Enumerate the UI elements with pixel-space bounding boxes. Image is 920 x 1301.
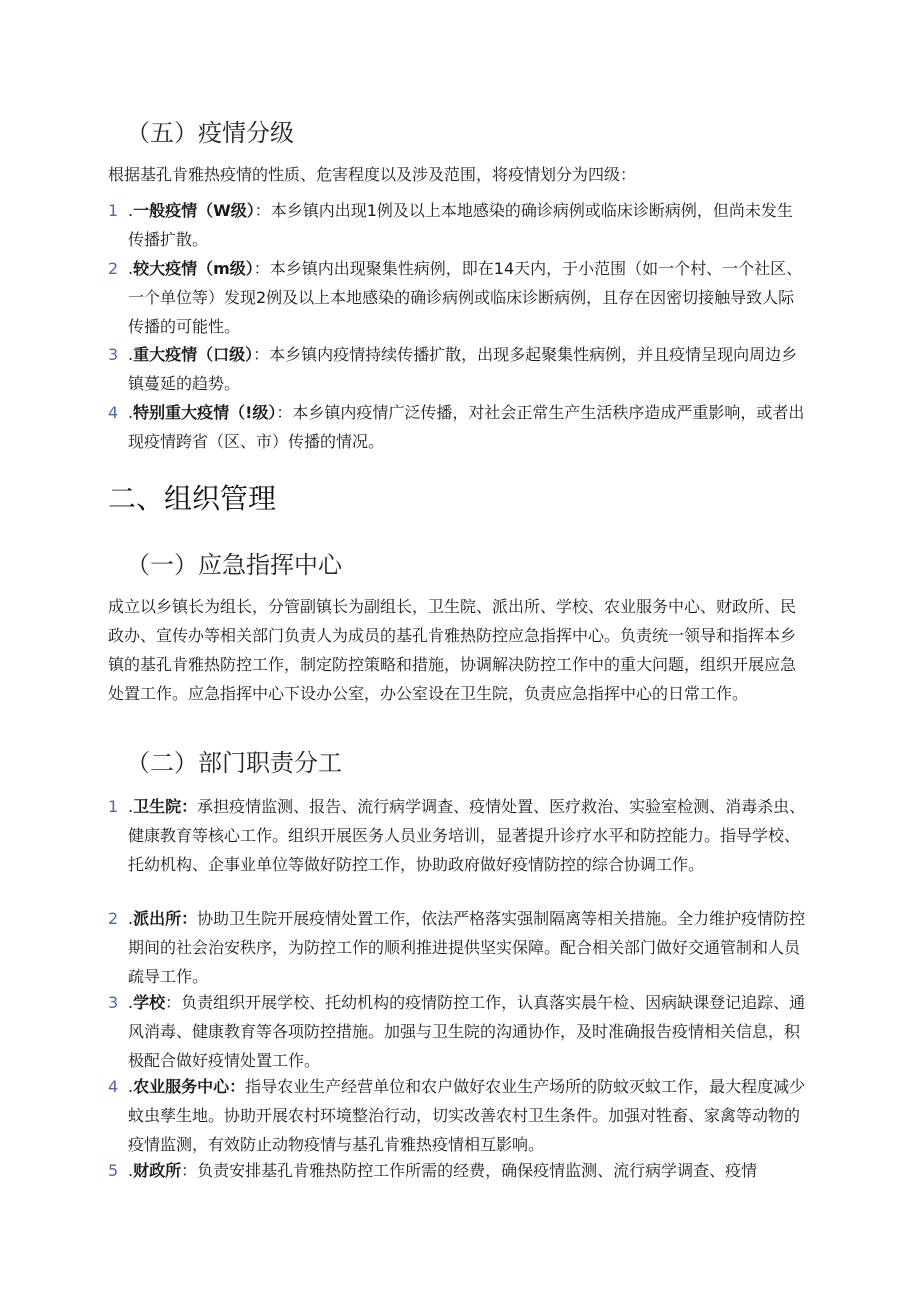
list-number: 2 bbox=[108, 909, 119, 928]
list-number: 3 bbox=[108, 345, 119, 364]
list-item: 5 .财政所：负责安排基孔肯雅热防控工作所需的经费，确保疫情监测、流行病学调查、疫情 bbox=[108, 1156, 808, 1185]
list-term: 较大疫情（m级） bbox=[133, 259, 254, 278]
list-item: 2 .较大疫情（m级）：本乡镇内出现聚集性病例，即在14天内，于小范围（如一个村、一个社区、一个单位等）发现2例及以上本地感染的确诊病例或临床诊断病例，且存在因密切接触导致人际传播的可能性。 bbox=[108, 254, 808, 341]
list-text: 指导农业生产经营单位和农户做好农业生产场所的防蚊灭蚊工作，最大程度减少蚊虫孳生地。协助开展农村环境整治行动，切实改善农村卫生条件。加强对牲畜、家禽等动物的疫情监测，有效防止动物疫情与基孔肯雅热疫情相互影响。 bbox=[128, 1077, 806, 1154]
list-text: ：本乡镇内出现1例及以上本地感染的确诊病例或临床诊断病例，但尚未发生传播扩散。 bbox=[128, 201, 793, 249]
list-term: 一般疫情（W级） bbox=[133, 201, 255, 220]
list-number: 2 bbox=[108, 259, 119, 278]
list-term: 特别重大疫情（!级） bbox=[133, 403, 277, 422]
list-item: 3 .重大疫情（口级）：本乡镇内疫情持续传播扩散，出现多起聚集性病例，并且疫情呈现向周边乡镇蔓延的趋势。 bbox=[108, 340, 808, 398]
section-five-intro: 根据基孔肯雅热疫情的性质、危害程度以及涉及范围，将疫情划分为四级： bbox=[108, 165, 637, 184]
list-text: 协助卫生院开展疫情处置工作，依法严格落实强制隔离等相关措施。全力维护疫情防控期间的社会治安秩序，为防控工作的顺利推进提供坚实保障。配合相关部门做好交通管制和人员疏导工作。 bbox=[128, 909, 806, 986]
list-term: 重大疫情（口级） bbox=[133, 345, 254, 364]
list-item: 1 .一般疫情（W级）：本乡镇内出现1例及以上本地感染的确诊病例或临床诊断病例，但尚未发生传播扩散。 bbox=[108, 196, 808, 254]
list-item: 1 .卫生院：承担疫情监测、报告、流行病学调查、疫情处置、医疗救治、实验室检测、消毒杀虫、健康教育等核心工作。组织开展医务人员业务培训，显著提升诊疗水平和防控能力。指导学校、托幼机构、企事业单位等做好防控工作，协助政府做好疫情防控的综合协调工作。 bbox=[108, 792, 808, 879]
list-item: 2 .派出所：协助卫生院开展疫情处置工作，依法严格落实强制隔离等相关措施。全力维护疫情防控期间的社会治安秩序，为防控工作的顺利推进提供坚实保障。配合相关部门做好交通管制和人员疏导工作。 bbox=[108, 904, 808, 991]
list-text: ：负责组织开展学校、托幼机构的疫情防控工作，认真落实晨午检、因病缺课登记追踪、通风消毒、健康教育等各项防控措施。加强与卫生院的沟通协作，及时准确报告疫情相关信息，积极配合做好疫情处置工作。 bbox=[128, 993, 806, 1070]
section-one-body: 成立以乡镇长为组长，分管副镇长为副组长，卫生院、派出所、学校、农业服务中心、财政所、民政办、宣传办等相关部门负责人为成员的基孔肯雅热防控应急指挥中心。负责统一领导和指挥本乡镇的基孔肯雅热防控工作，制定防控策略和措施，协调解决防控工作中的重大问题，组织开展应急处置工作。应急指挥中心下设办公室，办公室设在卫生院，负责应急指挥中心的日常工作。 bbox=[108, 597, 797, 703]
list-number: 4 bbox=[108, 1077, 119, 1096]
list-text: ：本乡镇内疫情持续传播扩散，出现多起聚集性病例，并且疫情呈现向周边乡镇蔓延的趋势。 bbox=[128, 345, 798, 393]
list-item: 4 .农业服务中心：指导农业生产经营单位和农户做好农业生产场所的防蚊灭蚊工作，最大程度减少蚊虫孳生地。协助开展农村环境整治行动，切实改善农村卫生条件。加强对牲畜、家禽等动物的疫情监测，有效防止动物疫情与基孔肯雅热疫情相互影响。 bbox=[108, 1072, 808, 1159]
list-item: 4 .特别重大疫情（!级）：本乡镇内疫情广泛传播，对社会正常生产生活秩序造成严重影响，或者出现疫情跨省（区、市）传播的情况。 bbox=[108, 398, 808, 456]
section-heading-two: （二）部门职责分工 bbox=[126, 749, 342, 777]
list-text: ：本乡镇内出现聚集性病例，即在14天内，于小范围（如一个村、一个社区、一个单位等）发现2例及以上本地感染的确诊病例或临床诊断病例，且存在因密切接触导致人际传播的可能性。 bbox=[128, 259, 803, 336]
list-term: 卫生院： bbox=[133, 797, 198, 816]
section-heading-one: （一）应急指挥中心 bbox=[126, 551, 342, 579]
list-term: 财政所 bbox=[133, 1161, 182, 1180]
list-text: ：本乡镇内疫情广泛传播，对社会正常生产生活秩序造成严重影响，或者出现疫情跨省（区、市）传播的情况。 bbox=[128, 403, 805, 451]
list-item: 3 .学校：负责组织开展学校、托幼机构的疫情防控工作，认真落实晨午检、因病缺课登记追踪、通风消毒、健康教育等各项防控措施。加强与卫生院的沟通协作，及时准确报告疫情相关信息，积极配合做好疫情处置工作。 bbox=[108, 988, 808, 1075]
section-heading-five: （五）疫情分级 bbox=[126, 119, 294, 147]
list-number: 1 bbox=[108, 201, 119, 220]
list-term: 学校 bbox=[133, 993, 166, 1012]
list-number: 4 bbox=[108, 403, 119, 422]
list-term: 派出所： bbox=[133, 909, 198, 928]
list-text: 承担疫情监测、报告、流行病学调查、疫情处置、医疗救治、实验室检测、消毒杀虫、健康教育等核心工作。组织开展医务人员业务培训，显著提升诊疗水平和防控能力。指导学校、托幼机构、企事业单位等做好防控工作，协助政府做好疫情防控的综合协调工作。 bbox=[128, 797, 806, 874]
list-number: 3 bbox=[108, 993, 119, 1012]
chapter-heading-two: 二、组织管理 bbox=[108, 482, 277, 515]
list-term: 农业服务中心： bbox=[133, 1077, 246, 1096]
list-number: 1 bbox=[108, 797, 119, 816]
list-text: ：负责安排基孔肯雅热防控工作所需的经费，确保疫情监测、流行病学调查、疫情 bbox=[181, 1161, 758, 1180]
list-number: 5 bbox=[108, 1161, 119, 1180]
